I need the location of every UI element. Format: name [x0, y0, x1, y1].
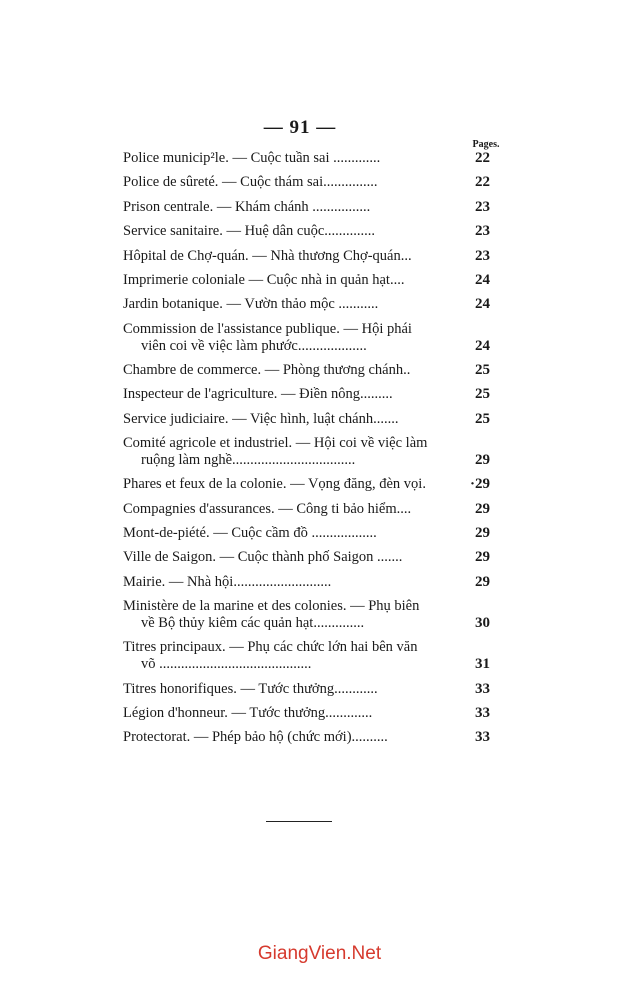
toc-entry [123, 248, 490, 265]
toc-entry-line1: Légion d'honneur. — Tước thưởng............. [123, 705, 373, 721]
toc-entry-line1: Mont-de-piété. — Cuộc cầm đồ .................. [123, 525, 377, 542]
toc-entry [123, 174, 490, 191]
toc-entry-page: 23 [475, 247, 490, 264]
toc-entry-title [123, 174, 452, 191]
toc-entry-page: 29 [475, 452, 490, 469]
toc-entry-title [123, 639, 452, 673]
toc-entry-page: 23 [475, 223, 490, 240]
toc-entry-page: 29 [475, 573, 490, 590]
toc-entry-line1: Service sanitaire. — Huệ dân cuộc.............. [123, 223, 376, 240]
toc-entry-page: 31 [475, 656, 490, 673]
toc-entry [123, 549, 490, 566]
toc-entry [123, 574, 490, 591]
toc-entry-title [123, 199, 452, 216]
toc-entry-line1: Police municip²le. — Cuộc tuần sai ............. [123, 150, 381, 166]
toc-entry-line1: Imprimerie coloniale — Cuộc nhà in quản hạt.... [123, 271, 405, 288]
divider-rule [266, 821, 332, 822]
toc-entry [123, 362, 490, 379]
toc-entry-line1: Comité agricole et industriel. — Hội coi về việc làm [123, 435, 428, 452]
toc-entry-title [123, 272, 452, 289]
toc-entry-page: 33 [475, 680, 490, 697]
toc-entry [123, 150, 490, 167]
toc-entry-line2: viên coi về việc làm phước................... [141, 337, 367, 354]
toc-entry-title [123, 574, 452, 591]
toc-entry [123, 476, 490, 493]
toc-entry-line1: Ministère de la marine et des colonies. — Phụ biên [123, 598, 420, 615]
toc-entry-line1: Titres principaux. — Phụ các chức lớn hai bên văn [123, 639, 418, 656]
toc-entry-page: 29 [475, 525, 490, 542]
toc-entry [123, 411, 490, 428]
toc-entry [123, 272, 490, 289]
toc-entry-title [123, 223, 452, 240]
toc-entry-line1: Protectorat. — Phép bảo hộ (chức mới).......... [123, 729, 388, 746]
toc-entry-line1: Inspecteur de l'agriculture. — Điền nông......... [123, 386, 393, 403]
toc-entry [123, 729, 490, 746]
toc-entry-title [123, 435, 452, 469]
toc-entry-line1: Mairie. — Nhà hội........................... [123, 573, 332, 590]
toc-entry [123, 321, 490, 355]
toc-entry [123, 435, 490, 469]
toc-entry-line1: Commission de l'assistance publique. — Hội phái [123, 320, 412, 337]
toc-entry-page: 25 [475, 361, 490, 378]
toc-entry-line1: Prison centrale. — Khám chánh ................ [123, 198, 371, 215]
toc-entry-title [123, 525, 452, 542]
toc-entry-page: 25 [475, 410, 490, 427]
toc-entry-title [123, 362, 452, 379]
toc-entry-title [123, 705, 452, 722]
toc-entry-title [123, 150, 452, 167]
toc-entry-title [123, 296, 452, 313]
toc-entry-line1: Phares et feux de la colonie. — Vọng đăng, đèn vọi. [123, 476, 426, 493]
toc-entry [123, 199, 490, 216]
toc-entry-page: 23 [475, 198, 490, 215]
toc-entry [123, 223, 490, 240]
toc-entry-page: 33 [475, 705, 490, 721]
toc-entry-line1: Ville de Saigon. — Cuộc thành phố Saigon ....... [123, 549, 403, 566]
page-number: — 91 — [263, 117, 337, 138]
toc-entry-line1: Titres honorifiques. — Tước thưởng............ [123, 680, 378, 697]
toc-entry [123, 296, 490, 313]
toc-entry-line1: Service judiciaire. — Việc hình, luật chánh....... [123, 410, 399, 427]
toc-entry-line2: võ .......................................... [141, 656, 312, 673]
toc-entry-title [123, 248, 452, 265]
toc-entry [123, 681, 490, 698]
toc-entry-line2: ruộng làm nghề.................................. [141, 452, 356, 469]
toc-entry-page: 24 [475, 337, 490, 354]
toc-entry-page: 29 [475, 549, 490, 566]
table-of-contents [123, 150, 490, 754]
toc-entry-title [123, 729, 452, 746]
toc-entry-line1: Police de sûreté. — Cuộc thám sai............... [123, 174, 378, 191]
toc-entry [123, 598, 490, 632]
toc-entry-title [123, 598, 452, 632]
toc-entry-page: 22 [475, 174, 490, 191]
toc-entry-page: 22 [475, 150, 490, 166]
toc-entry-line1: Hôpital de Chợ-quán. — Nhà thương Chợ-quán... [123, 247, 412, 264]
toc-entry-title [123, 321, 452, 355]
toc-entry-page: 29 [475, 500, 490, 517]
toc-entry [123, 501, 490, 518]
toc-entry-page: 25 [475, 386, 490, 403]
toc-entry-line1: Chambre de commerce. — Phòng thương chánh.. [123, 361, 411, 378]
toc-entry [123, 705, 490, 722]
pages-column-label: Pages. [472, 139, 500, 150]
toc-entry-title [123, 386, 452, 403]
toc-entry-line2: về Bộ thủy kiêm các quản hạt.............. [141, 615, 365, 632]
toc-entry-title [123, 681, 452, 698]
toc-entry-title [123, 549, 452, 566]
toc-entry-page: 24 [475, 271, 490, 288]
toc-entry-line1: Compagnies d'assurances. — Công ti bảo hiểm.... [123, 500, 412, 517]
toc-entry-title [123, 411, 452, 428]
toc-entry-title [123, 476, 452, 493]
toc-entry-page: 30 [475, 615, 490, 632]
toc-entry-line1: Jardin botanique. — Vườn thảo mộc ........... [123, 296, 379, 313]
toc-entry-page: ·29 [469, 476, 490, 493]
toc-entry [123, 386, 490, 403]
watermark: GiangVien.Net [257, 943, 382, 964]
toc-entry-page: 24 [475, 296, 490, 313]
toc-entry-page: 33 [475, 729, 490, 746]
toc-entry [123, 525, 490, 542]
toc-entry [123, 639, 490, 673]
toc-entry-title [123, 501, 452, 518]
